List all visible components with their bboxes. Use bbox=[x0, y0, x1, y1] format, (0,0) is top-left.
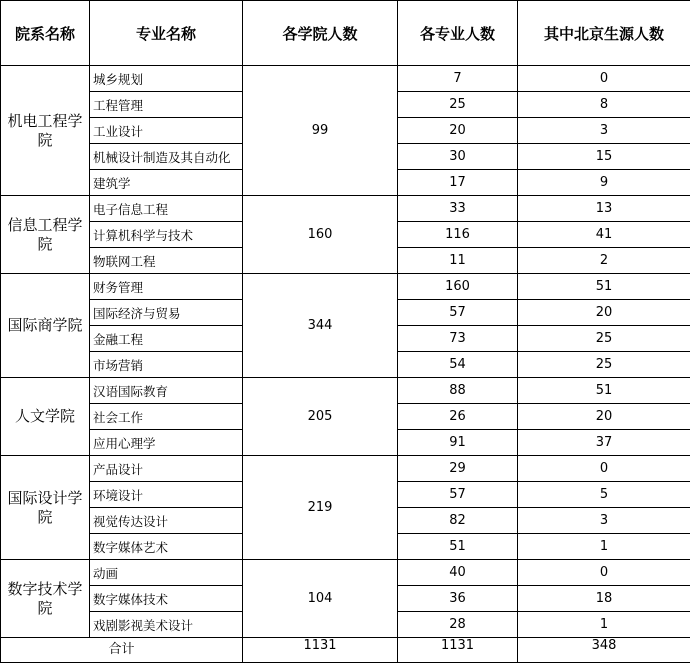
beijing-count: 2 bbox=[518, 248, 690, 274]
major-name: 汉语国际教育 bbox=[90, 378, 243, 404]
major-count: 91 bbox=[398, 430, 518, 456]
major-name: 金融工程 bbox=[90, 326, 243, 352]
beijing-count: 3 bbox=[518, 508, 690, 534]
major-name: 市场营销 bbox=[90, 352, 243, 378]
major-count: 26 bbox=[398, 404, 518, 430]
beijing-count: 0 bbox=[518, 66, 690, 92]
major-name: 应用心理学 bbox=[90, 430, 243, 456]
beijing-count: 20 bbox=[518, 300, 690, 326]
beijing-count: 25 bbox=[518, 326, 690, 352]
college-count: 160 bbox=[243, 196, 398, 274]
beijing-count: 8 bbox=[518, 92, 690, 118]
beijing-count: 0 bbox=[518, 560, 690, 586]
major-name: 城乡规划 bbox=[90, 66, 243, 92]
beijing-count: 13 bbox=[518, 196, 690, 222]
beijing-count: 41 bbox=[518, 222, 690, 248]
college-name: 信息工程学院 bbox=[1, 196, 90, 274]
college-count: 219 bbox=[243, 456, 398, 560]
major-name: 数字媒体艺术 bbox=[90, 534, 243, 560]
major-name: 建筑学 bbox=[90, 170, 243, 196]
beijing-count: 5 bbox=[518, 482, 690, 508]
table-row bbox=[1, 560, 690, 586]
major-name: 工业设计 bbox=[90, 118, 243, 144]
major-count: 88 bbox=[398, 378, 518, 404]
major-count: 54 bbox=[398, 352, 518, 378]
major-name: 计算机科学与技术 bbox=[90, 222, 243, 248]
total-college-count: 1131 bbox=[243, 638, 398, 663]
table-row bbox=[1, 456, 690, 482]
major-count: 116 bbox=[398, 222, 518, 248]
beijing-count: 3 bbox=[518, 118, 690, 144]
major-count: 160 bbox=[398, 274, 518, 300]
major-count: 82 bbox=[398, 508, 518, 534]
table-body bbox=[1, 66, 690, 663]
beijing-count: 9 bbox=[518, 170, 690, 196]
major-count: 25 bbox=[398, 92, 518, 118]
total-row bbox=[1, 638, 690, 663]
header-major-count: 各专业人数 bbox=[398, 1, 518, 66]
major-count: 7 bbox=[398, 66, 518, 92]
total-major-count: 1131 bbox=[398, 638, 518, 663]
college-count: 99 bbox=[243, 66, 398, 196]
major-name: 国际经济与贸易 bbox=[90, 300, 243, 326]
major-name: 社会工作 bbox=[90, 404, 243, 430]
major-name: 财务管理 bbox=[90, 274, 243, 300]
major-count: 17 bbox=[398, 170, 518, 196]
beijing-count: 15 bbox=[518, 144, 690, 170]
major-name: 工程管理 bbox=[90, 92, 243, 118]
major-count: 20 bbox=[398, 118, 518, 144]
beijing-count: 1 bbox=[518, 612, 690, 638]
beijing-count: 18 bbox=[518, 586, 690, 612]
major-count: 51 bbox=[398, 534, 518, 560]
beijing-count: 1 bbox=[518, 534, 690, 560]
major-name: 物联网工程 bbox=[90, 248, 243, 274]
major-count: 57 bbox=[398, 482, 518, 508]
college-name: 人文学院 bbox=[1, 378, 90, 456]
college-name: 数字技术学院 bbox=[1, 560, 90, 638]
beijing-count: 51 bbox=[518, 378, 690, 404]
college-name: 国际商学院 bbox=[1, 274, 90, 378]
beijing-count: 25 bbox=[518, 352, 690, 378]
major-count: 33 bbox=[398, 196, 518, 222]
major-name: 数字媒体技术 bbox=[90, 586, 243, 612]
college-count: 104 bbox=[243, 560, 398, 638]
table-row bbox=[1, 378, 690, 404]
total-label: 合计 bbox=[1, 638, 243, 663]
table-row bbox=[1, 66, 690, 92]
major-name: 戏剧影视美术设计 bbox=[90, 612, 243, 638]
major-count: 28 bbox=[398, 612, 518, 638]
major-count: 57 bbox=[398, 300, 518, 326]
header-beijing-count: 其中北京生源人数 bbox=[518, 1, 690, 66]
major-count: 29 bbox=[398, 456, 518, 482]
header-row bbox=[1, 1, 690, 66]
major-name: 环境设计 bbox=[90, 482, 243, 508]
table-row bbox=[1, 274, 690, 300]
major-name: 电子信息工程 bbox=[90, 196, 243, 222]
beijing-count: 51 bbox=[518, 274, 690, 300]
major-name: 产品设计 bbox=[90, 456, 243, 482]
major-name: 机械设计制造及其自动化 bbox=[90, 144, 243, 170]
total-beijing-count: 348 bbox=[518, 638, 690, 663]
beijing-count: 20 bbox=[518, 404, 690, 430]
major-count: 40 bbox=[398, 560, 518, 586]
major-name: 动画 bbox=[90, 560, 243, 586]
header-college-count: 各学院人数 bbox=[243, 1, 398, 66]
college-count: 344 bbox=[243, 274, 398, 378]
beijing-count: 37 bbox=[518, 430, 690, 456]
college-name: 国际设计学院 bbox=[1, 456, 90, 560]
major-count: 73 bbox=[398, 326, 518, 352]
major-count: 11 bbox=[398, 248, 518, 274]
header-college: 院系名称 bbox=[1, 1, 90, 66]
major-name: 视觉传达设计 bbox=[90, 508, 243, 534]
beijing-count: 0 bbox=[518, 456, 690, 482]
major-count: 30 bbox=[398, 144, 518, 170]
college-name: 机电工程学院 bbox=[1, 66, 90, 196]
major-count: 36 bbox=[398, 586, 518, 612]
table-row bbox=[1, 196, 690, 222]
header-major: 专业名称 bbox=[90, 1, 243, 66]
college-count: 205 bbox=[243, 378, 398, 456]
